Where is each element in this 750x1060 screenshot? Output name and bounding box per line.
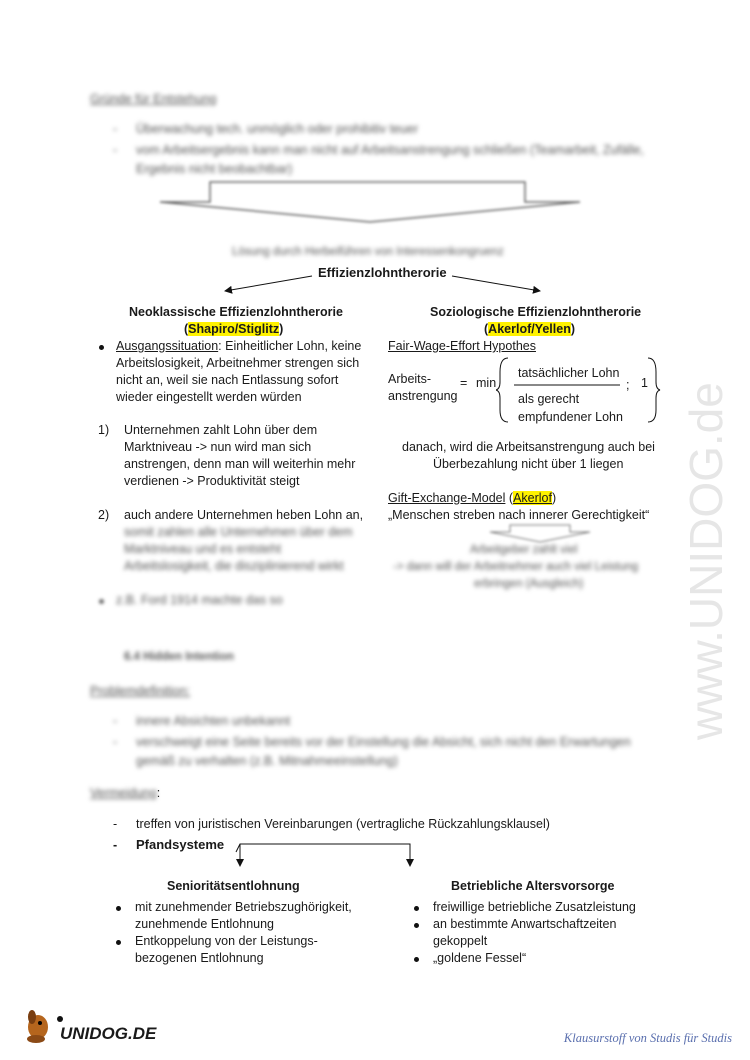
left-bullet-line: wieder eingestellt werden würden bbox=[116, 390, 302, 404]
center-title: Effizienzlohntherorie bbox=[318, 265, 447, 280]
bullet-dot bbox=[116, 906, 121, 911]
left-item1-line: Unternehmen zahlt Lohn über dem bbox=[124, 423, 318, 437]
bottom-left-item: zunehmende Entlohnung bbox=[135, 917, 275, 931]
bullet-dot bbox=[414, 906, 419, 911]
bottom-left-title: Senioritätsentlohnung bbox=[167, 879, 300, 893]
avoid-item-pfand: Pfandsysteme bbox=[136, 837, 225, 852]
small-arrow-box bbox=[440, 524, 640, 544]
blurred-dash: - bbox=[113, 735, 118, 749]
avoid-item: treffen von juristischen Vereinbarungen (vertragliche Rückzahlungsklausel) bbox=[136, 817, 550, 831]
bottom-right-item: gekoppelt bbox=[433, 934, 488, 948]
right-authors: (Akerlof/Yellen) bbox=[484, 322, 576, 336]
bullet-dot bbox=[414, 923, 419, 928]
bullet-dot bbox=[99, 345, 104, 350]
blurred-dash: - bbox=[113, 714, 118, 728]
left-authors-highlight: Shapiro/Stiglitz bbox=[188, 322, 280, 336]
left-item1-line: anstrengen, denn man will weiterhin mehr bbox=[124, 457, 356, 471]
bullet-dot bbox=[99, 599, 104, 604]
bottom-right-item: an bestimmte Anwartschaftzeiten bbox=[433, 917, 617, 931]
blurred-section: 6.4 Hidden Intention bbox=[124, 651, 234, 663]
left-authors: (Shapiro/Stiglitz) bbox=[184, 322, 284, 336]
formula-lhs: anstrengung bbox=[388, 389, 458, 403]
bottom-left-item: mit zunehmender Betriebszughörigkeit, bbox=[135, 900, 352, 914]
left-item2-num: 2) bbox=[98, 508, 110, 522]
left-item1-num: 1) bbox=[98, 423, 110, 437]
blurred-left-cont: somit zahlen alle Unternehmen über dem bbox=[124, 525, 353, 539]
gift-quote: „Menschen streben nach innerer Gerechtigkeit“ bbox=[388, 508, 650, 522]
blurred-right-box: -> dann will der Arbeitnehmer auch viel Leistung bbox=[393, 561, 639, 573]
blurred-right-box: Arbeitgeber zahlt viel bbox=[470, 544, 578, 556]
blurred-item: Ergebnis nicht beobachtbar) bbox=[136, 162, 293, 176]
blurred-right-box: erbringen (Ausgleich) bbox=[474, 578, 584, 590]
formula-min: min bbox=[476, 376, 497, 390]
formula-lhs: Arbeits- bbox=[388, 372, 432, 386]
blurred-problem-item: verschweigt eine Seite bereits vor der Einstellung die Absicht, sich nicht den Erwartungen bbox=[136, 735, 631, 749]
gift-author-highlight: Akerlof bbox=[513, 491, 552, 505]
left-title: Neoklassische Effizienzlohntherorie bbox=[129, 305, 343, 319]
bottom-left-item: Entkoppelung von der Leistungs- bbox=[135, 934, 318, 948]
footer-slogan: Klausurstoff von Studis für Studis bbox=[563, 1031, 732, 1045]
bullet-dot bbox=[116, 940, 121, 945]
watermark bbox=[640, 220, 750, 780]
left-item2-line: auch andere Unternehmen heben Lohn an, bbox=[124, 508, 364, 522]
formula-eq: = bbox=[460, 376, 468, 390]
bullet-dot bbox=[414, 957, 419, 962]
blurred-solution: Lösung durch Herbeiführen von Interessenkongruenz bbox=[232, 246, 504, 258]
left-item1-line: verdienen -> Produktivität steigt bbox=[124, 474, 300, 488]
blurred-item: vom Arbeitsergebnis kann man nicht auf Arbeitsanstrengung schließen (Teamarbeit, Zufälle, bbox=[136, 143, 644, 157]
right-after-line: Überbezahlung nicht über 1 liegen bbox=[433, 457, 624, 471]
left-bullet-first-line: Ausgangssituation: Einheitlicher Lohn, keine bbox=[116, 339, 362, 353]
watermark-text: www.UNIDOG.de bbox=[680, 382, 732, 740]
right-title: Soziologische Effizienzlohntherorie bbox=[430, 305, 642, 319]
unidog-logo[interactable] bbox=[18, 1005, 178, 1049]
formula-denominator: als gerecht bbox=[518, 392, 580, 406]
formula-denominator: empfundener Lohn bbox=[518, 410, 623, 424]
blurred-heading: Gründe für Entstehung bbox=[90, 92, 217, 106]
blurred-problem-heading: Problemdefinition: bbox=[90, 684, 191, 698]
logo-text: UNIDOG.DE bbox=[60, 1024, 157, 1043]
gift-title: Gift-Exchange-Model (Akerlof) bbox=[388, 491, 557, 505]
blurred-ford: z.B. Ford 1914 machte das so bbox=[116, 593, 283, 607]
blurred-problem-item: innere Absichten unbekannt bbox=[136, 714, 291, 728]
blurred-left-cont: Marktniveau und es entsteht bbox=[124, 542, 282, 556]
avoid-dash: - bbox=[113, 817, 118, 831]
formula-sep: ; bbox=[626, 378, 630, 392]
avoid-dash: - bbox=[113, 838, 118, 852]
hypothesis-title: Fair-Wage-Effort Hypothes bbox=[388, 339, 536, 353]
right-after-line: danach, wird die Arbeitsanstrengung auch bei bbox=[402, 440, 655, 454]
left-bullet-line: Arbeitslosigkeit, Arbeitnehmer strengen sich bbox=[116, 356, 360, 370]
bottom-right-title: Betriebliche Altersvorsorge bbox=[451, 879, 615, 893]
left-item1-line: Marktniveau -> nun wird man sich bbox=[124, 440, 312, 454]
blurred-problem-item: gemäß zu verhalten (z.B. Mitnahmeeinstellung) bbox=[136, 754, 398, 768]
left-bullet-line: nicht an, weil sie nach Entlassung sofort bbox=[116, 373, 339, 387]
blurred-dash: - bbox=[113, 143, 118, 157]
bottom-right-item: „goldene Fessel“ bbox=[433, 951, 527, 965]
right-authors-highlight: Akerlof/Yellen bbox=[488, 322, 571, 336]
formula-numerator: tatsächlicher Lohn bbox=[518, 366, 620, 380]
avoid-heading: Vermeidung: bbox=[90, 786, 161, 800]
blurred-left-cont: Arbeitslosigkeit, die disziplinierend wirkt bbox=[124, 559, 344, 573]
formula-one: 1 bbox=[641, 376, 648, 390]
blurred-dash: - bbox=[113, 122, 118, 136]
bottom-left-item: bezogenen Entlohnung bbox=[135, 951, 264, 965]
blurred-item: Überwachung tech. unmöglich oder prohibitiv teuer bbox=[136, 122, 419, 136]
bottom-right-item: freiwillige betriebliche Zusatzleistung bbox=[433, 900, 636, 914]
